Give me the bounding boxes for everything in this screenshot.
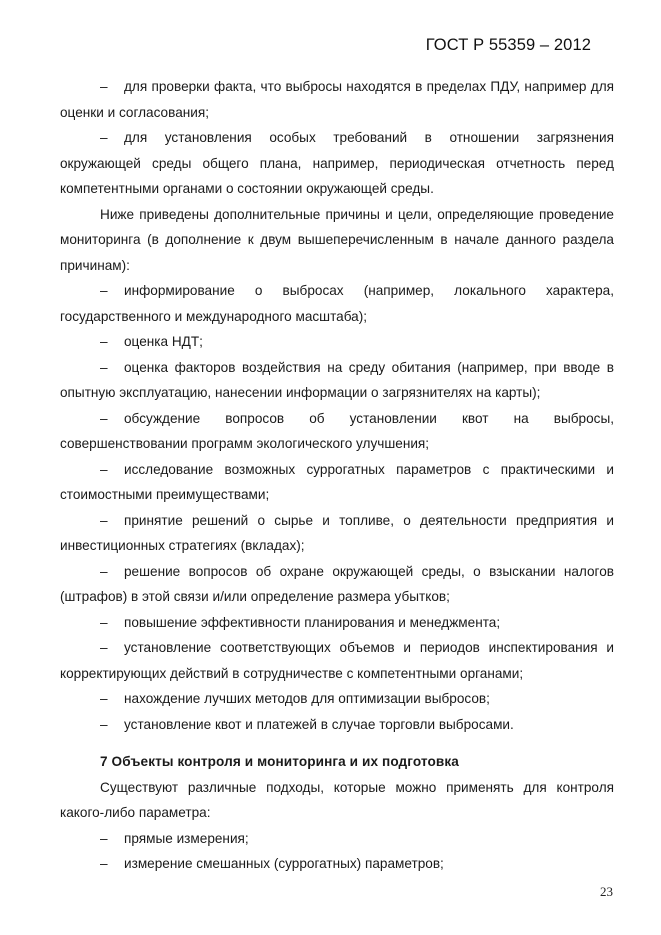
- list-item-text: установление квот и платежей в случае торговли выбросами.: [124, 716, 514, 732]
- list-item-text: исследование возможных суррогатных параметров с практическими и стоимостными преимуществами;: [60, 461, 614, 502]
- list-item-text: для установления особых требований в отношении загрязнения окружающей среды общего плана, например, периодическая отчетность перед компетентными органами о состоянии окружающей среды.: [60, 130, 614, 196]
- list-item-text: повышение эффективности планирования и менеджмента;: [124, 614, 501, 630]
- list-dash: –: [100, 130, 108, 145]
- list-dash: –: [100, 79, 108, 94]
- list-item: [60, 851, 614, 877]
- list-item: [60, 125, 614, 202]
- list-item: [60, 74, 614, 125]
- list-item: [60, 559, 614, 610]
- list-item-text: оценка факторов воздействия на среду обитания (например, при вводе в опытную эксплуатацию, нанесении информации о загрязнителях на карты);: [60, 359, 614, 400]
- list-item-text: установление соответствующих объемов и периодов инспектирования и корректирующих действий в сотрудничестве с компетентными органами;: [60, 640, 614, 681]
- page-number: 23: [600, 884, 613, 899]
- list-dash: –: [100, 856, 108, 871]
- list-dash: –: [100, 614, 108, 630]
- page-content: [60, 74, 614, 877]
- list-item-text: измерение смешанных (суррогатных) параметров;: [124, 856, 444, 871]
- list-item-text: нахождение лучших методов для оптимизации выбросов;: [124, 691, 490, 706]
- list-item: [60, 712, 614, 738]
- section-heading: 7 Объекты контроля и мониторинга и их подготовка: [100, 754, 459, 769]
- list-dash: –: [100, 283, 108, 298]
- list-dash: –: [100, 830, 108, 846]
- list-dash: –: [100, 334, 108, 349]
- list-item-text: обсуждение вопросов об установлении квот на выбросы, совершенствовании программ экологического улучшения;: [60, 410, 614, 451]
- list-dash: –: [100, 640, 108, 655]
- list-dash: –: [100, 563, 108, 579]
- list-item-text: информирование о выбросах (например, локального характера, государственного и международного масштаба);: [60, 283, 614, 324]
- list-item: [60, 278, 614, 329]
- list-dash: –: [100, 716, 108, 732]
- list-dash: –: [100, 461, 108, 477]
- paragraph: Ниже приведены дополнительные причины и цели, определяющие проведение мониторинга (в дополнение к двум вышеперечисленным в начале данного раздела причинам):: [60, 206, 614, 273]
- list-item: [60, 686, 614, 712]
- list-item: [60, 826, 614, 852]
- paragraph: Существуют различные подходы, которые можно применять для контроля какого-либо параметра:: [60, 779, 614, 820]
- list-dash: –: [100, 512, 108, 528]
- list-item: [60, 508, 614, 559]
- list-item-text: оценка НДТ;: [124, 334, 203, 349]
- list-item: [60, 329, 614, 355]
- list-item: [60, 457, 614, 508]
- list-item: [60, 355, 614, 406]
- list-item-text: прямые измерения;: [124, 830, 249, 846]
- document-header: ГОСТ Р 55359 – 2012: [425, 36, 591, 54]
- list-item-text: принятие решений о сырье и топливе, о деятельности предприятия и инвестиционных стратегиях (вкладах);: [60, 512, 614, 553]
- list-dash: –: [100, 359, 108, 375]
- list-dash: –: [100, 691, 108, 706]
- list-item-text: для проверки факта, что выбросы находятся в пределах ПДУ, например для оценки и согласования;: [60, 79, 614, 120]
- list-dash: –: [100, 410, 108, 426]
- list-item: [60, 610, 614, 636]
- list-item-text: решение вопросов об охране окружающей среды, о взыскании налогов (штрафов) в этой связи и/или определение размера убытков;: [60, 563, 614, 604]
- list-item: [60, 635, 614, 686]
- list-item: [60, 406, 614, 457]
